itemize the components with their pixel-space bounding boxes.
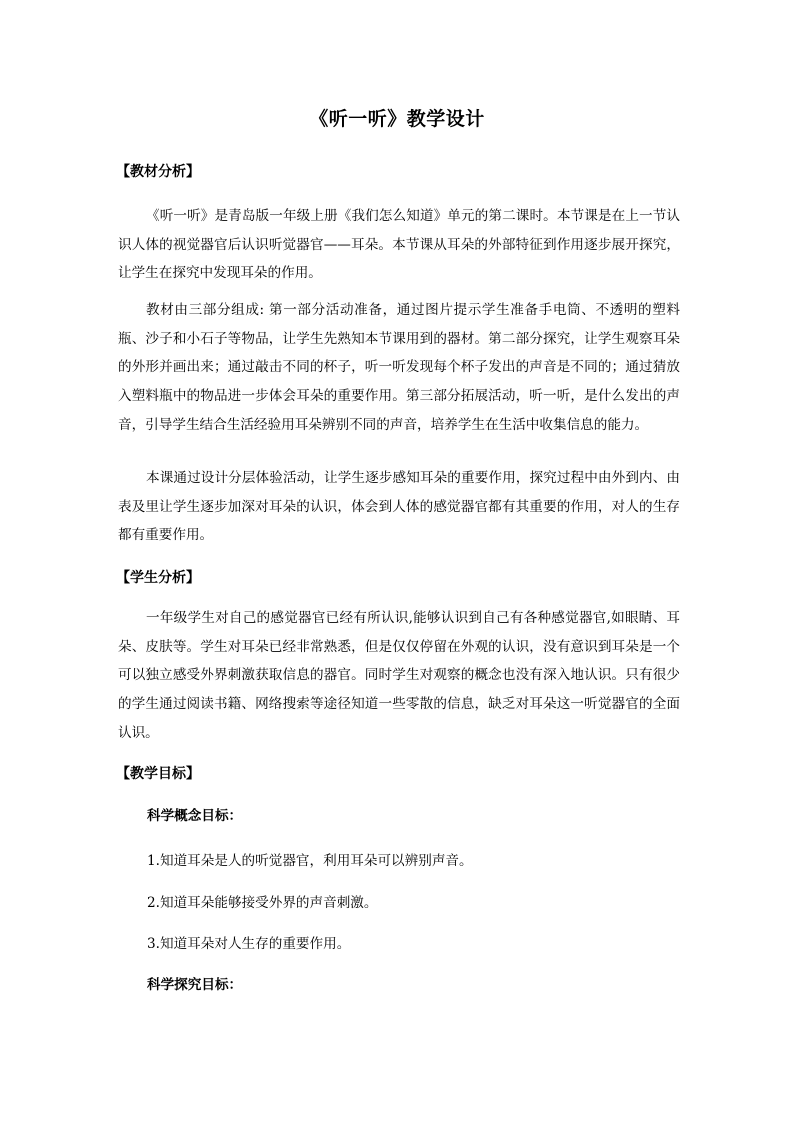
- list-item-concept-goal-3: 3.知道耳朵对人生存的重要作用。: [147, 936, 351, 952]
- paragraph-student-analysis-1: 一年级学生对自己的感觉器官已经有所认识,能够认识到自己有各种感觉器官,如眼睛、耳朵、皮肤等。学生对耳朵已经非常熟悉，但是仅仅停留在外观的认识，没有意识到耳朵是一个可以独立感受外界刺激获取信息的器官。同时学生对观察的概念也没有深入地认识。只有很少的学生通过阅读书籍、网络搜索等途径知道一些零散的信息，缺乏对耳朵这一听觉器官的全面认识。: [118, 610, 680, 741]
- paragraph-textbook-analysis-3: 本课通过设计分层体验活动，让学生逐步感知耳朵的重要作用，探究过程中由外到内、由表及里让学生逐步加深对耳朵的认识，体会到人体的感觉器官都有其重要的作用，对人的生存都有重要作用。: [118, 470, 680, 544]
- section-heading-textbook-analysis: 【教材分析】: [116, 164, 200, 180]
- document-title: 《听一听》教学设计: [309, 108, 485, 130]
- paragraph-textbook-analysis-2: 教材由三部分组成: 第一部分活动准备，通过图片提示学生准备手电筒、不透明的塑料瓶、沙子和小石子等物品，让学生先熟知本节课用到的器材。第二部分探究，让学生观察耳朵的外形并画出来；通过敲击不同的杯子，听一听发现每个杯子发出的声音是不同的；通过猜放入塑料瓶中的物品进一步体会耳朵的重要作用。第三部分拓展活动，听一听，是什么发出的声音，引导学生结合生活经验用耳朵辨别不同的声音，培养学生在生活中收集信息的能力。: [118, 302, 680, 433]
- paragraph-textbook-analysis-1: 《听一听》是青岛版一年级上册《我们怎么知道》单元的第二课时。本节课是在上一节认识人体的视觉器官后认识听觉器官——耳朵。本节课从耳朵的外部特征到作用逐步展开探究，让学生在探究中发现耳朵的作用。: [118, 208, 680, 282]
- subheading-science-inquiry-goals: 科学探究目标：: [147, 977, 243, 993]
- section-heading-student-analysis: 【学生分析】: [116, 570, 200, 586]
- subheading-science-concept-goals: 科学概念目标：: [147, 808, 243, 824]
- list-item-concept-goal-1: 1.知道耳朵是人的听觉器官，利用耳朵可以辨别声音。: [147, 853, 473, 869]
- list-item-concept-goal-2: 2.知道耳朵能够接受外界的声音刺激。: [147, 895, 378, 911]
- section-heading-teaching-goals: 【教学目标】: [116, 766, 200, 782]
